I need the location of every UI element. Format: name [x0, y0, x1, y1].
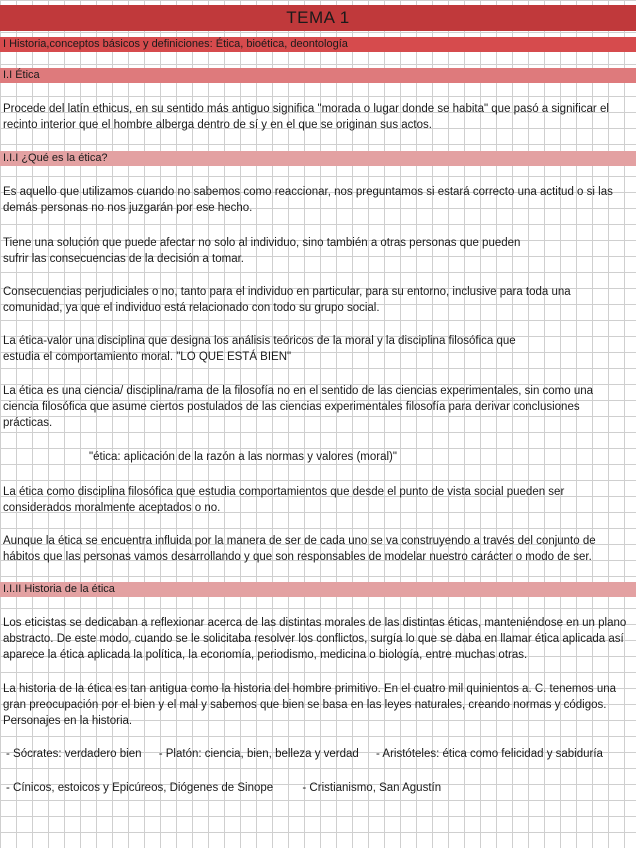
list-item: - Aristóteles: ética como felicidad y sabiduría	[376, 748, 603, 760]
paragraph-definicion: Es aquello que utilizamos cuando no sabemos como reaccionar, nos preguntamos si estará correcto una actitud o si las demás personas no nos juzgarán por ese hecho.	[3, 186, 613, 214]
section-heading-historia: I Historia,conceptos básicos y definiciones: Ética, bioética, deontología	[0, 37, 636, 52]
paragraph-disciplina: La ética como disciplina filosófica que estudia comportamientos que desde el punto de vista social pueden ser considerados moralmente aceptados o no.	[3, 486, 565, 514]
personajes-row-2	[6, 780, 455, 796]
page-title: TEMA 1	[0, 5, 636, 31]
paragraph-etica-valor: La ética-valor una disciplina que designa los análisis teóricos de la moral y la disciplina filosófica que estudia el comportamiento moral. "LO QUE ESTÁ BIEN"	[3, 335, 516, 363]
paragraph-origen: Procede del latín ethicus, en su sentido más antiguo significa "morada o lugar donde se habita" que pasó a significar el recinto interior que el hombre alberga dentro de sí y en el que se originan sus actos.	[3, 103, 609, 131]
list-item: - Cristianismo, San Agustín	[302, 782, 442, 794]
section-heading-etica: I.I Ética	[0, 68, 636, 83]
paragraph-solucion: Tiene una solución que puede afectar no solo al individuo, sino también a otras personas que pueden sufrir las consecuencias de la decisión a tomar.	[3, 237, 521, 265]
paragraph-consecuencias: Consecuencias perjudiciales o no, tanto para el individuo en particular, para su entorno, inclusive para toda una comunidad, ya que el individuo está relacionado con todo su grupo social.	[3, 286, 571, 314]
list-item: - Cínicos, estoicos y Epicúreos, Diógenes de Sinope	[6, 782, 274, 794]
quote-etica: "ética: aplicación de la razón a las normas y valores (moral)"	[89, 451, 397, 463]
list-item: - Platón: ciencia, bien, belleza y verdad	[158, 748, 359, 760]
section-heading-historia-etica: I.I.II Historia de la ética	[0, 582, 636, 597]
paragraph-eticistas: Los eticistas se dedicaban a reflexionar acerca de las distintas morales de las distintas éticas, manteniéndose en un plano abstracto. De este modo, cuando se le solicitaba resolver los conflictos, surgía lo que se daba en llamar ética aplicada así aparece la ética aplicada la política, la economía, periodismo, medicina o biología, entre muchas otras.	[3, 617, 627, 661]
list-item: - Sócrates: verdadero bien	[6, 748, 142, 760]
section-heading-que-es: I.I.I ¿Qué es la ética?	[0, 151, 636, 166]
paragraph-ciencia: La ética es una ciencia/ disciplina/rama de la filosofía no en el sentido de las ciencias experimentales, sin como una ciencia filosófica que asume ciertos postulados de las ciencias experimentales filosofía para derivar conclusiones prácticas.	[3, 385, 594, 429]
paragraph-habitos: Aunque la ética se encuentra influida por la manera de ser de cada uno se va construyendo a través del conjunto de hábitos que las personas vamos desarrollando y que son responsables de modelar nuestro carácter o modo de ser.	[3, 535, 596, 563]
personajes-row-1	[6, 746, 617, 762]
paragraph-historia: La historia de la ética es tan antigua como la historia del hombre primitivo. En el cuatro mil quinientos a. C. tenemos una gran preocupación por el bien y el mal y sabemos que bien se basa en las leyes naturales, creando normas y códigos. Personajes en la historia.	[3, 683, 617, 727]
